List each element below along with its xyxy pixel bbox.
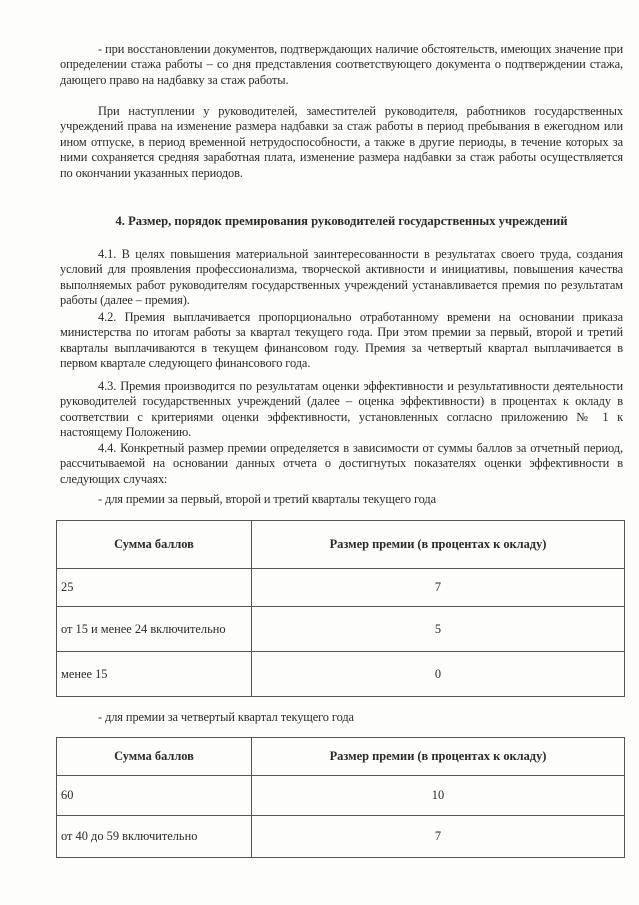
table-header-row (57, 521, 625, 569)
table-cell-bonus: 0 (252, 652, 625, 697)
table-cell-score: 25 (57, 569, 252, 607)
paragraph-4-4: 4.4. Конкретный размер премии определяется в зависимости от суммы баллов за отчетный период, рассчитываемой на основании данных отчета о достигнутых показателях оценки эффективности в следующих случаях: (60, 441, 623, 486)
paragraph-restoration-documents: - при восстановлении документов, подтверждающих наличие обстоятельств, имеющих значение при определении стажа работы – со дня представления соответствующего документа о подтверждении стажа, дающего право на надбавку за стаж работы. (60, 42, 623, 87)
table-row (57, 607, 625, 652)
table-header-cell: Сумма баллов (57, 738, 252, 776)
bonus-table-quarter-4 (56, 737, 625, 858)
paragraph-bonus-change-period: При наступлении у руководителей, заместителей руководителя, работников государственных учреждений права на изменение размера надбавки за стаж работы в период пребывания в ежегодном или ином отпуске, в период временной нетрудоспособности, а также в другие периоды, в течение которых за ними сохраняется средняя заработная плата, изменение размера надбавки за стаж работы осуществляется по окончании указанных периодов. (60, 104, 623, 180)
bonus-table-quarters-1-3 (56, 520, 625, 697)
paragraph-4-1: 4.1. В целях повышения материальной заинтересованности в результатах своего труда, создания условий для проявления профессионализма, творческой активности и инициативы, повышения качества выполняемых работ руководителям государственных учреждений устанавливается премия по результатам работы (далее – премия). (60, 247, 623, 308)
table-header-row (57, 738, 625, 776)
table-header-cell: Размер премии (в процентах к окладу) (252, 521, 625, 569)
table-cell-bonus: 5 (252, 607, 625, 652)
table-cell-bonus: 7 (252, 816, 625, 858)
table-row (57, 569, 625, 607)
paragraph-4-2: 4.2. Премия выплачивается пропорционально отработанному времени на основании приказа министерства по итогам работы за квартал текущего года. При этом премии за первый, второй и третий кварталы выплачиваются в текущем финансовом году. Премия за четвертый квартал выплачивается в первом квартале следующего финансового года. (60, 310, 623, 371)
table-header-cell: Сумма баллов (57, 521, 252, 569)
table-cell-score: от 40 до 59 включительно (57, 816, 252, 858)
list-item-quarter-4: - для премии за четвертый квартал текущего года (98, 710, 354, 724)
paragraph-4-3: 4.3. Премия производится по результатам оценки эффективности и результативности деятельности руководителей государственных учреждений (далее – оценка эффективности) в процентах к окладу в соответствии с критериями оценки эффективности, установленных согласно приложению № 1 к настоящему Положению. (60, 379, 623, 440)
table-cell-score: 60 (57, 776, 252, 816)
section-heading: 4. Размер, порядок премирования руководителей государственных учреждений (115, 214, 568, 228)
table-cell-score: менее 15 (57, 652, 252, 697)
table-cell-bonus: 7 (252, 569, 625, 607)
list-item-quarters-1-3: - для премии за первый, второй и третий кварталы текущего года (98, 492, 437, 506)
table-row (57, 652, 625, 697)
table-row (57, 776, 625, 816)
table-row (57, 816, 625, 858)
table-cell-bonus: 10 (252, 776, 625, 816)
table-cell-score: от 15 и менее 24 включительно (57, 607, 252, 652)
table-header-cell: Размер премии (в процентах к окладу) (252, 738, 625, 776)
